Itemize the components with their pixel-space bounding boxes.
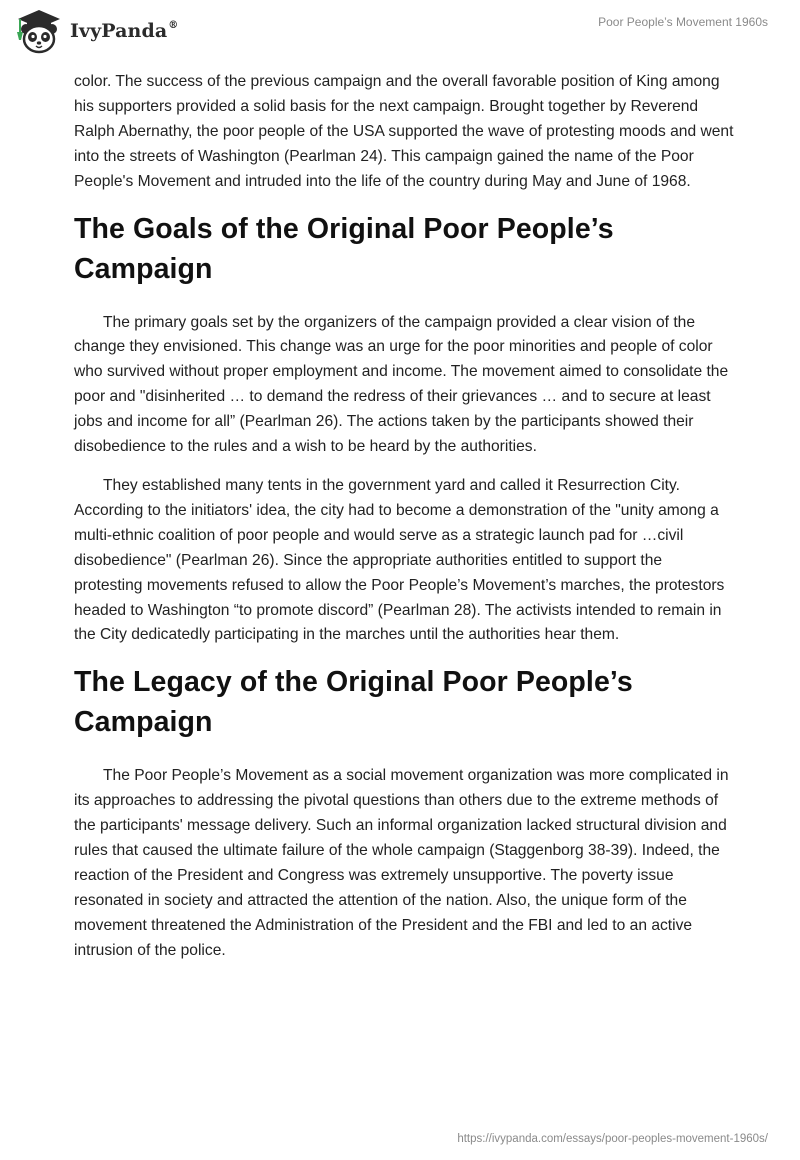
brand-name: IvyPanda®	[70, 19, 179, 42]
panda-graduation-cap-icon	[14, 8, 64, 54]
paragraph-goals-2: They established many tents in the government yard and called it Resurrection City. According to the initiators' idea, the city had to become a demonstration of the "unity among a multi-ethnic coalition of poor people and would serve as a strategic launch pad for …civil disobedience" (Pearlman 26). Since the appropriate authorities entitled to support the protesting movements refused to allow the Poor People’s Movement’s marches, the protestors headed to Washington “to promote discord” (Pearlman 28). The activists intended to remain in the City dedicatedly participating in the marches until the authorities hear them.	[74, 476, 725, 644]
document-title: Poor People’s Movement 1960s	[598, 15, 768, 29]
ivypanda-logo[interactable]	[14, 8, 178, 54]
heading-legacy: The Legacy of the Original Poor People’s Campaign	[74, 666, 633, 739]
paragraph-legacy-1: The Poor People’s Movement as a social movement organization was more complicated in its approaches to addressing the pivotal questions than others due to the extreme methods of the participants' message delivery. Such an informal organization lacked structural division and rules that caused the ultimate failure of the whole campaign (Staggenborg 38-39). Indeed, the reaction of the President and Congress was extremely unsupportive. The poverty issue resonated in society and attracted the attention of the nation. Also, the unique form of the movement threatened the Administration of the President and the FBI and led to an active intrusion of the police.	[74, 767, 729, 959]
article-body	[74, 70, 734, 978]
source-url[interactable]: https://ivypanda.com/essays/poor-peoples-movement-1960s/	[457, 1133, 768, 1145]
page-header	[0, 0, 800, 64]
paragraph-intro: color. The success of the previous campaign and the overall favorable position of King among his supporters provided a solid basis for the next campaign. Brought together by Reverend Ralph Abernathy, the poor people of the USA supported the wave of protesting moods and went into the streets of Washington (Pearlman 24). This campaign gained the name of the Poor People's Movement and intruded into the life of the country during May and June of 1968.	[74, 73, 734, 190]
paragraph-goals-1: The primary goals set by the organizers of the campaign provided a clear vision of the change they envisioned. This change was an urge for the poor minorities and people of color who survived without proper employment and income. The movement aimed to consolidate the poor and "disinherited … to demand the redress of their grievances … and to secure at least jobs and income for all” (Pearlman 26). The actions taken by the participants showed their disobedience to the rules and a wish to be heard by the authorities.	[74, 313, 729, 456]
heading-goals: The Goals of the Original Poor People’s Campaign	[74, 212, 614, 285]
